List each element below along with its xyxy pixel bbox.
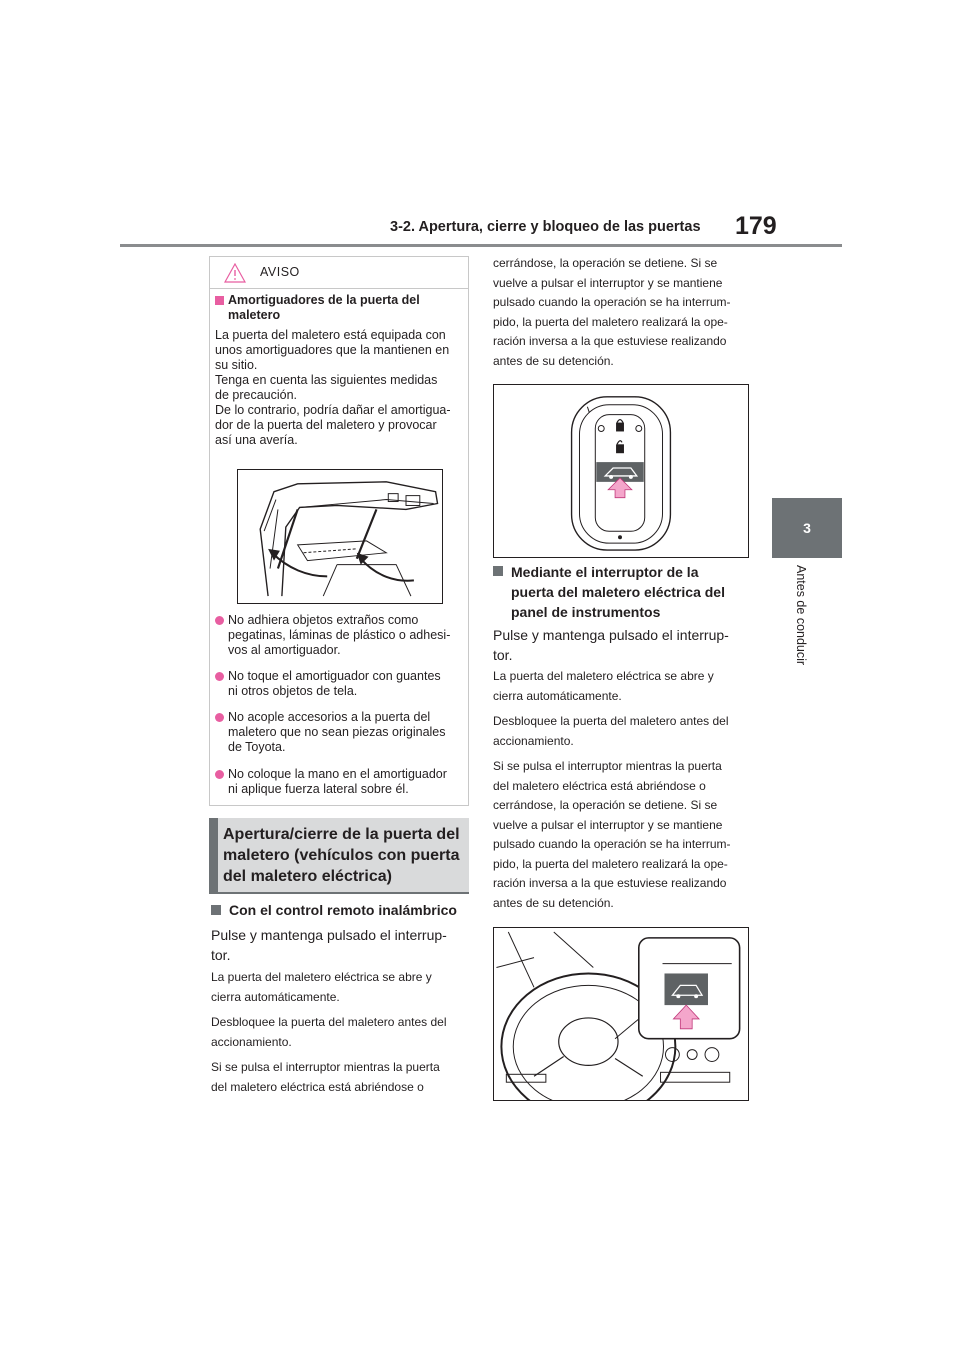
para-line: del maletero eléctrica está abriéndose o <box>493 778 706 793</box>
chapter-label: Antes de conducir <box>794 565 808 666</box>
para-line: cierra automáticamente. <box>493 688 622 703</box>
chapter-tab: 3 <box>772 498 842 558</box>
warning-bullet <box>215 710 465 755</box>
circle-bullet-icon <box>215 616 224 625</box>
section-heading-text <box>223 824 467 887</box>
section-line: del maletero eléctrica) <box>223 868 392 885</box>
square-bullet-icon <box>211 905 221 915</box>
panel-heading-line: Mediante el interruptor de la <box>511 564 699 580</box>
para-line: Desbloquee la puerta del maletero antes del <box>211 1015 447 1029</box>
remote-heading-text: Con el control remoto inalámbrico <box>229 902 457 918</box>
warning-body <box>215 328 465 448</box>
warning-line: de precaución. <box>215 388 298 402</box>
para-line: cierra automáticamente. <box>211 989 340 1004</box>
para-line: accionamiento. <box>211 1034 292 1049</box>
warning-line: su sitio. <box>215 358 258 372</box>
warning-box <box>209 256 469 806</box>
bullet-line: No adhiera objetos extraños como <box>228 613 419 627</box>
circle-bullet-icon <box>215 770 224 779</box>
para-line: pulsado cuando la operación se ha interrum- <box>493 295 731 309</box>
warning-line: Tenga en cuenta las siguientes medidas <box>215 373 438 387</box>
warning-line: De lo contrario, podría dañar el amortigua- <box>215 403 451 417</box>
bullet-line: No coloque la mano en el amortiguador <box>228 767 447 781</box>
header-divider <box>120 244 842 247</box>
trunk-damper-illustration <box>237 469 443 604</box>
para-line: antes de su detención. <box>493 353 614 368</box>
bullet-line: de Toyota. <box>228 740 286 754</box>
warning-label: AVISO <box>260 265 300 279</box>
para-line: vuelve a pulsar el interruptor y se mantiene <box>493 275 723 290</box>
para-line: Si se pulsa el interruptor mientras la puerta <box>493 759 722 773</box>
para-line: antes de su detención. <box>493 895 614 910</box>
panel-heading <box>493 562 751 622</box>
lead-line: tor. <box>211 947 231 963</box>
warning-line: dor de la puerta del maletero y provocar <box>215 418 437 432</box>
bullet-line: vos al amortiguador. <box>228 643 341 657</box>
para-line: cerrándose, la operación se detiene. Si se <box>493 798 718 812</box>
square-bullet-icon <box>215 296 224 305</box>
para-line: vuelve a pulsar el interruptor y se mantiene <box>493 817 723 832</box>
para-line: pido, la puerta del maletero realizará la ope- <box>493 314 728 329</box>
circle-bullet-icon <box>215 713 224 722</box>
remote-description <box>211 968 469 1097</box>
para-line: pulsado cuando la operación se ha interrum- <box>493 837 731 851</box>
section-heading <box>209 818 469 894</box>
para-line: del maletero eléctrica está abriéndose o <box>211 1079 424 1094</box>
para-line: Desbloquee la puerta del maletero antes del <box>493 714 729 728</box>
para-line: La puerta del maletero eléctrica se abre y <box>493 669 714 683</box>
remote-instruction <box>211 925 469 965</box>
section-line: maletero (vehículos con puerta <box>223 847 460 864</box>
warning-heading-text: Amortiguadores de la puerta del maletero <box>228 293 420 322</box>
bullet-line: No acople accesorios a la puerta del <box>228 710 431 724</box>
lead-line: tor. <box>493 647 513 663</box>
para-line: ración inversa a la que estuviese realizando <box>493 876 727 890</box>
bullet-line: ni aplique fuerza lateral sobre él. <box>228 782 409 796</box>
warning-header <box>210 257 468 289</box>
panel-description <box>493 667 751 913</box>
lead-line: Pulse y mantenga pulsado el interrup- <box>211 927 447 943</box>
para-line: cerrándose, la operación se detiene. Si se <box>493 256 718 270</box>
panel-instruction <box>493 625 751 665</box>
para-line: pido, la puerta del maletero realizará la ope- <box>493 856 728 871</box>
bullet-line: ni otros objetos de tela. <box>228 684 358 698</box>
section-bar <box>209 818 218 892</box>
bullet-line: No toque el amortiguador con guantes <box>228 669 441 683</box>
warning-triangle-icon <box>224 263 246 283</box>
remote-heading <box>211 901 471 920</box>
warning-bullet <box>215 669 465 699</box>
key-fob-illustration <box>493 384 749 558</box>
para-line: La puerta del maletero eléctrica se abre y <box>211 970 432 984</box>
warning-line: así una avería. <box>215 433 298 447</box>
remote-description-continued <box>493 254 751 371</box>
para-line: ración inversa a la que estuviese realizando <box>493 334 727 348</box>
para-line: accionamiento. <box>493 733 574 748</box>
lead-line: Pulse y mantenga pulsado el interrup- <box>493 627 729 643</box>
warning-bullet <box>215 767 465 797</box>
warning-heading <box>215 293 465 323</box>
warning-line: unos amortiguadores que la mantienen en <box>215 343 450 357</box>
panel-heading-line: panel de instrumentos <box>511 604 661 620</box>
section-line: Apertura/cierre de la puerta del <box>223 826 460 843</box>
para-line: Si se pulsa el interruptor mientras la puerta <box>211 1060 440 1074</box>
circle-bullet-icon <box>215 672 224 681</box>
dashboard-switch-illustration <box>493 927 749 1101</box>
bullet-line: maletero que no sean piezas originales <box>228 725 446 739</box>
page-number: 179 <box>735 212 777 240</box>
warning-bullet <box>215 613 465 658</box>
panel-heading-line: puerta del maletero eléctrica del <box>511 584 725 600</box>
warning-line: La puerta del maletero está equipada con <box>215 328 446 342</box>
section-title: 3-2. Apertura, cierre y bloqueo de las puertas <box>390 219 701 235</box>
square-bullet-icon <box>493 566 503 576</box>
bullet-line: pegatinas, láminas de plástico o adhesi- <box>228 628 451 642</box>
